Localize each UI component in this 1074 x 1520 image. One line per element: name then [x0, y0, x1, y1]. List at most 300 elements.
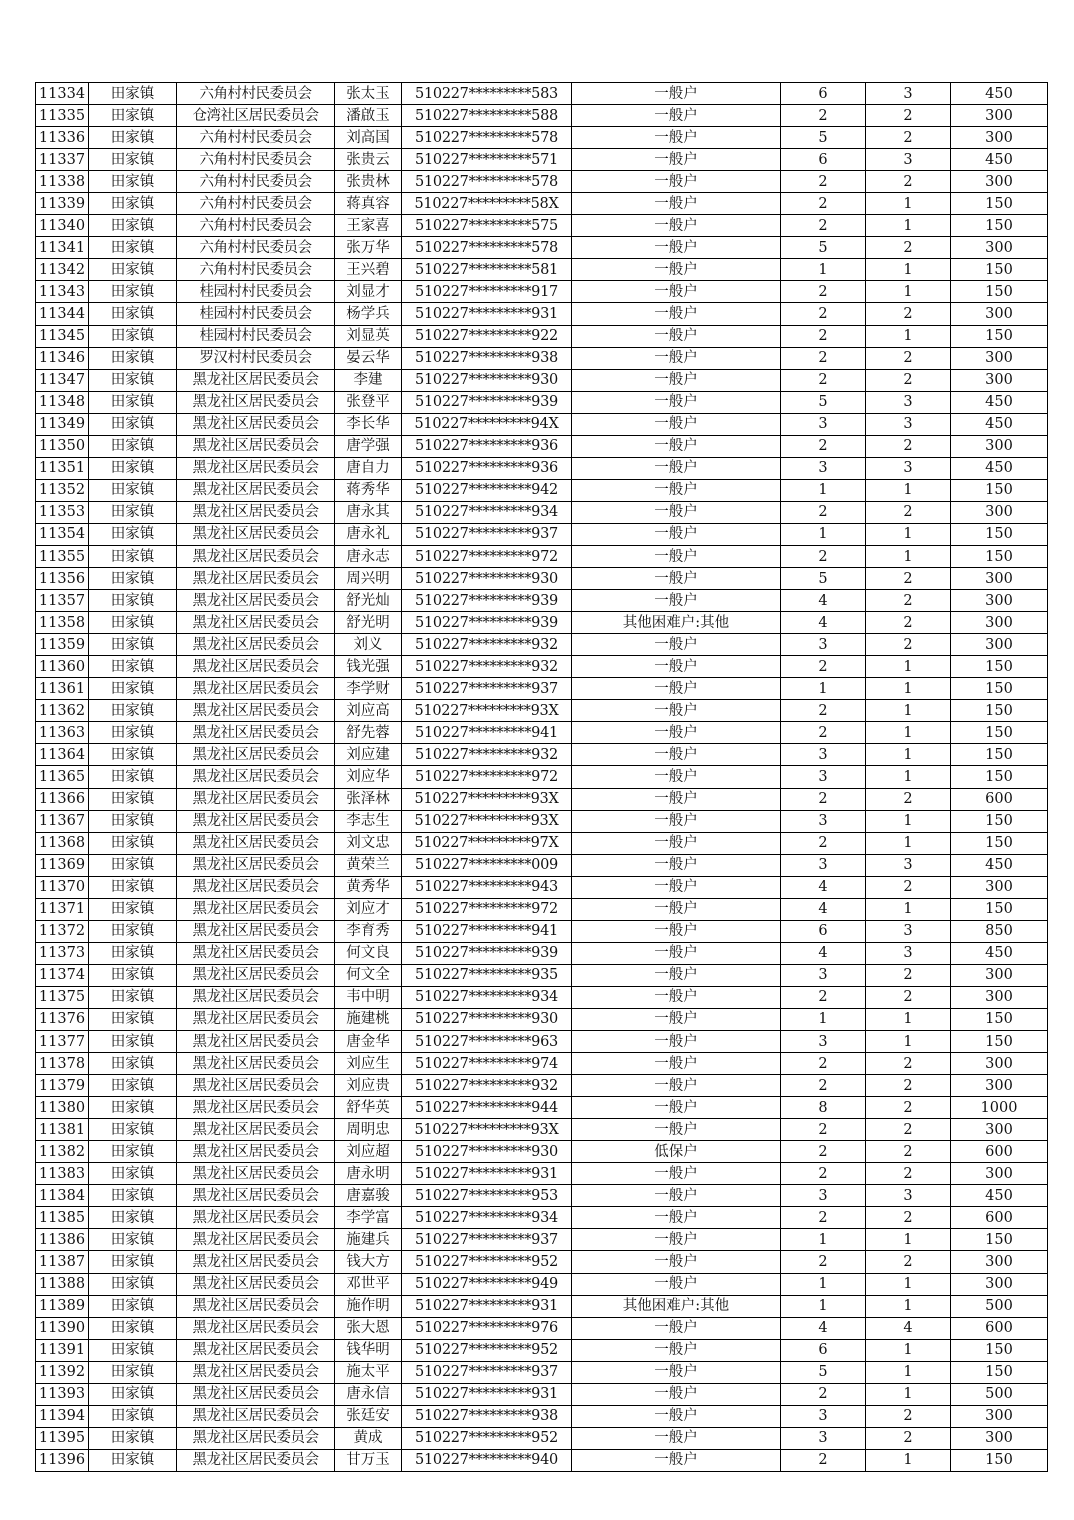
household-type-cell: 一般户: [572, 83, 781, 105]
town-cell: 田家镇: [89, 678, 177, 700]
household-type-cell: 一般户: [572, 1163, 781, 1185]
amount-cell: 500: [951, 1295, 1048, 1317]
family-size-cell: 1: [781, 1295, 866, 1317]
table-row: [36, 435, 1048, 457]
table-row: [36, 347, 1048, 369]
person-count-cell: 1: [866, 722, 951, 744]
household-type-cell: 一般户: [572, 832, 781, 854]
person-count-cell: 1: [866, 1031, 951, 1053]
id-number-cell: 510227*********936: [402, 435, 572, 457]
amount-cell: 150: [951, 281, 1048, 303]
table-row: [36, 1427, 1048, 1449]
amount-cell: 300: [951, 1405, 1048, 1427]
id-number-cell: 510227*********943: [402, 876, 572, 898]
amount-cell: 300: [951, 347, 1048, 369]
amount-cell: 150: [951, 1229, 1048, 1251]
person-count-cell: 1: [866, 1295, 951, 1317]
table-row: [36, 590, 1048, 612]
table-row: [36, 766, 1048, 788]
family-size-cell: 2: [781, 832, 866, 854]
name-cell: 刘应贵: [335, 1075, 402, 1097]
name-cell: 李育秀: [335, 920, 402, 942]
family-size-cell: 2: [781, 1163, 866, 1185]
name-cell: 李志生: [335, 810, 402, 832]
family-size-cell: 6: [781, 83, 866, 105]
committee-cell: 六角村村民委员会: [177, 83, 335, 105]
id-number-cell: 510227*********935: [402, 964, 572, 986]
committee-cell: 黑龙社区居民委员会: [177, 1295, 335, 1317]
row-number-cell: 11364: [36, 744, 89, 766]
row-number-cell: 11389: [36, 1295, 89, 1317]
id-number-cell: 510227*********972: [402, 898, 572, 920]
id-number-cell: 510227*********932: [402, 744, 572, 766]
name-cell: 甘万玉: [335, 1449, 402, 1471]
family-size-cell: 2: [781, 325, 866, 347]
row-number-cell: 11352: [36, 479, 89, 501]
person-count-cell: 1: [866, 479, 951, 501]
person-count-cell: 2: [866, 876, 951, 898]
household-type-cell: 一般户: [572, 391, 781, 413]
id-number-cell: 510227*********930: [402, 568, 572, 590]
table-row: [36, 744, 1048, 766]
table-row: [36, 656, 1048, 678]
person-count-cell: 1: [866, 656, 951, 678]
name-cell: 周兴明: [335, 568, 402, 590]
name-cell: 李建: [335, 369, 402, 391]
amount-cell: 150: [951, 259, 1048, 281]
table-row: [36, 876, 1048, 898]
amount-cell: 150: [951, 215, 1048, 237]
household-type-cell: 一般户: [572, 171, 781, 193]
id-number-cell: 510227*********932: [402, 1075, 572, 1097]
row-number-cell: 11376: [36, 1008, 89, 1030]
family-size-cell: 2: [781, 545, 866, 567]
committee-cell: 黑龙社区居民委员会: [177, 1229, 335, 1251]
id-number-cell: 510227*********583: [402, 83, 572, 105]
household-type-cell: 一般户: [572, 568, 781, 590]
amount-cell: 150: [951, 479, 1048, 501]
committee-cell: 黑龙社区居民委员会: [177, 1053, 335, 1075]
name-cell: 刘应华: [335, 766, 402, 788]
person-count-cell: 3: [866, 413, 951, 435]
person-count-cell: 2: [866, 171, 951, 193]
person-count-cell: 1: [866, 193, 951, 215]
table-row: [36, 237, 1048, 259]
name-cell: 黄荣兰: [335, 854, 402, 876]
table-row: [36, 523, 1048, 545]
table-row: [36, 457, 1048, 479]
family-size-cell: 2: [781, 1075, 866, 1097]
town-cell: 田家镇: [89, 1097, 177, 1119]
town-cell: 田家镇: [89, 1295, 177, 1317]
town-cell: 田家镇: [89, 1008, 177, 1030]
row-number-cell: 11350: [36, 435, 89, 457]
id-number-cell: 510227*********94X: [402, 413, 572, 435]
person-count-cell: 2: [866, 435, 951, 457]
id-number-cell: 510227*********939: [402, 942, 572, 964]
person-count-cell: 4: [866, 1317, 951, 1339]
id-number-cell: 510227*********953: [402, 1185, 572, 1207]
name-cell: 蒋真容: [335, 193, 402, 215]
table-row: [36, 1008, 1048, 1030]
person-count-cell: 1: [866, 832, 951, 854]
table-row: [36, 391, 1048, 413]
person-count-cell: 3: [866, 942, 951, 964]
amount-cell: 300: [951, 964, 1048, 986]
household-type-cell: 一般户: [572, 1405, 781, 1427]
household-type-cell: 一般户: [572, 678, 781, 700]
town-cell: 田家镇: [89, 1075, 177, 1097]
family-size-cell: 2: [781, 788, 866, 810]
name-cell: 晏云华: [335, 347, 402, 369]
committee-cell: 黑龙社区居民委员会: [177, 391, 335, 413]
id-number-cell: 510227*********934: [402, 986, 572, 1008]
id-number-cell: 510227*********940: [402, 1449, 572, 1471]
household-type-cell: 一般户: [572, 1229, 781, 1251]
person-count-cell: 3: [866, 391, 951, 413]
id-number-cell: 510227*********937: [402, 678, 572, 700]
table-row: [36, 832, 1048, 854]
person-count-cell: 1: [866, 259, 951, 281]
family-size-cell: 2: [781, 1141, 866, 1163]
town-cell: 田家镇: [89, 1339, 177, 1361]
amount-cell: 300: [951, 876, 1048, 898]
name-cell: 唐自力: [335, 457, 402, 479]
name-cell: 刘应才: [335, 898, 402, 920]
town-cell: 田家镇: [89, 523, 177, 545]
name-cell: 黄成: [335, 1427, 402, 1449]
person-count-cell: 1: [866, 678, 951, 700]
table-row: [36, 1207, 1048, 1229]
person-count-cell: 2: [866, 1141, 951, 1163]
family-size-cell: 3: [781, 766, 866, 788]
name-cell: 舒光明: [335, 612, 402, 634]
person-count-cell: 3: [866, 920, 951, 942]
family-size-cell: 3: [781, 457, 866, 479]
amount-cell: 450: [951, 149, 1048, 171]
family-size-cell: 3: [781, 1185, 866, 1207]
household-type-cell: 其他困难户:其他: [572, 612, 781, 634]
name-cell: 刘应高: [335, 700, 402, 722]
household-type-cell: 一般户: [572, 303, 781, 325]
committee-cell: 黑龙社区居民委员会: [177, 700, 335, 722]
town-cell: 田家镇: [89, 237, 177, 259]
household-type-cell: 一般户: [572, 942, 781, 964]
table-row: [36, 105, 1048, 127]
row-number-cell: 11385: [36, 1207, 89, 1229]
table-row: [36, 810, 1048, 832]
amount-cell: 450: [951, 413, 1048, 435]
row-number-cell: 11351: [36, 457, 89, 479]
person-count-cell: 1: [866, 1273, 951, 1295]
row-number-cell: 11346: [36, 347, 89, 369]
row-number-cell: 11369: [36, 854, 89, 876]
name-cell: 施建桃: [335, 1008, 402, 1030]
town-cell: 田家镇: [89, 391, 177, 413]
household-type-cell: 一般户: [572, 259, 781, 281]
committee-cell: 六角村村民委员会: [177, 171, 335, 193]
town-cell: 田家镇: [89, 788, 177, 810]
committee-cell: 黑龙社区居民委员会: [177, 1207, 335, 1229]
row-number-cell: 11358: [36, 612, 89, 634]
committee-cell: 仓湾社区居民委员会: [177, 105, 335, 127]
person-count-cell: 2: [866, 127, 951, 149]
town-cell: 田家镇: [89, 1383, 177, 1405]
household-type-cell: 一般户: [572, 898, 781, 920]
committee-cell: 黑龙社区居民委员会: [177, 1141, 335, 1163]
town-cell: 田家镇: [89, 1207, 177, 1229]
person-count-cell: 3: [866, 1185, 951, 1207]
committee-cell: 黑龙社区居民委员会: [177, 1251, 335, 1273]
amount-cell: 300: [951, 1075, 1048, 1097]
household-type-cell: 一般户: [572, 1273, 781, 1295]
row-number-cell: 11373: [36, 942, 89, 964]
town-cell: 田家镇: [89, 1449, 177, 1471]
amount-cell: 300: [951, 435, 1048, 457]
household-type-cell: 一般户: [572, 876, 781, 898]
town-cell: 田家镇: [89, 347, 177, 369]
name-cell: 张大恩: [335, 1317, 402, 1339]
family-size-cell: 5: [781, 237, 866, 259]
family-size-cell: 1: [781, 259, 866, 281]
id-number-cell: 510227*********93X: [402, 788, 572, 810]
person-count-cell: 2: [866, 1251, 951, 1273]
table-body: [36, 83, 1048, 1472]
committee-cell: 黑龙社区居民委员会: [177, 545, 335, 567]
row-number-cell: 11334: [36, 83, 89, 105]
committee-cell: 黑龙社区居民委员会: [177, 832, 335, 854]
amount-cell: 150: [951, 193, 1048, 215]
name-cell: 潘啟玉: [335, 105, 402, 127]
name-cell: 张泽林: [335, 788, 402, 810]
committee-cell: 黑龙社区居民委员会: [177, 1075, 335, 1097]
amount-cell: 150: [951, 678, 1048, 700]
row-number-cell: 11347: [36, 369, 89, 391]
row-number-cell: 11374: [36, 964, 89, 986]
name-cell: 舒华英: [335, 1097, 402, 1119]
person-count-cell: 2: [866, 303, 951, 325]
row-number-cell: 11382: [36, 1141, 89, 1163]
household-type-cell: 低保户: [572, 1141, 781, 1163]
name-cell: 刘义: [335, 634, 402, 656]
name-cell: 李学财: [335, 678, 402, 700]
household-type-cell: 一般户: [572, 788, 781, 810]
town-cell: 田家镇: [89, 854, 177, 876]
id-number-cell: 510227*********931: [402, 1295, 572, 1317]
person-count-cell: 2: [866, 612, 951, 634]
family-size-cell: 3: [781, 1427, 866, 1449]
row-number-cell: 11339: [36, 193, 89, 215]
committee-cell: 黑龙社区居民委员会: [177, 678, 335, 700]
person-count-cell: 2: [866, 1405, 951, 1427]
person-count-cell: 2: [866, 788, 951, 810]
table-row: [36, 612, 1048, 634]
row-number-cell: 11340: [36, 215, 89, 237]
amount-cell: 600: [951, 1141, 1048, 1163]
id-number-cell: 510227*********009: [402, 854, 572, 876]
town-cell: 田家镇: [89, 810, 177, 832]
town-cell: 田家镇: [89, 612, 177, 634]
town-cell: 田家镇: [89, 634, 177, 656]
household-type-cell: 一般户: [572, 810, 781, 832]
amount-cell: 450: [951, 391, 1048, 413]
amount-cell: 150: [951, 1339, 1048, 1361]
id-number-cell: 510227*********931: [402, 303, 572, 325]
town-cell: 田家镇: [89, 722, 177, 744]
name-cell: 周明忠: [335, 1119, 402, 1141]
family-size-cell: 4: [781, 876, 866, 898]
id-number-cell: 510227*********941: [402, 722, 572, 744]
committee-cell: 六角村村民委员会: [177, 215, 335, 237]
town-cell: 田家镇: [89, 127, 177, 149]
family-size-cell: 1: [781, 479, 866, 501]
person-count-cell: 2: [866, 347, 951, 369]
row-number-cell: 11335: [36, 105, 89, 127]
family-size-cell: 3: [781, 854, 866, 876]
row-number-cell: 11377: [36, 1031, 89, 1053]
table-row: [36, 1229, 1048, 1251]
id-number-cell: 510227*********939: [402, 590, 572, 612]
committee-cell: 黑龙社区居民委员会: [177, 590, 335, 612]
row-number-cell: 11357: [36, 590, 89, 612]
row-number-cell: 11342: [36, 259, 89, 281]
table-row: [36, 788, 1048, 810]
town-cell: 田家镇: [89, 1405, 177, 1427]
town-cell: 田家镇: [89, 545, 177, 567]
row-number-cell: 11391: [36, 1339, 89, 1361]
table-row: [36, 568, 1048, 590]
household-type-cell: 一般户: [572, 766, 781, 788]
committee-cell: 黑龙社区居民委员会: [177, 1427, 335, 1449]
committee-cell: 黑龙社区居民委员会: [177, 656, 335, 678]
person-count-cell: 1: [866, 898, 951, 920]
name-cell: 刘显英: [335, 325, 402, 347]
row-number-cell: 11393: [36, 1383, 89, 1405]
person-count-cell: 2: [866, 1097, 951, 1119]
household-type-cell: 一般户: [572, 700, 781, 722]
town-cell: 田家镇: [89, 942, 177, 964]
id-number-cell: 510227*********939: [402, 391, 572, 413]
household-type-cell: 一般户: [572, 523, 781, 545]
name-cell: 李长华: [335, 413, 402, 435]
committee-cell: 黑龙社区居民委员会: [177, 964, 335, 986]
committee-cell: 黑龙社区居民委员会: [177, 435, 335, 457]
id-number-cell: 510227*********952: [402, 1427, 572, 1449]
row-number-cell: 11387: [36, 1251, 89, 1273]
table-row: [36, 1339, 1048, 1361]
table-row: [36, 700, 1048, 722]
committee-cell: 黑龙社区居民委员会: [177, 634, 335, 656]
person-count-cell: 1: [866, 766, 951, 788]
family-size-cell: 1: [781, 678, 866, 700]
family-size-cell: 5: [781, 127, 866, 149]
family-size-cell: 8: [781, 1097, 866, 1119]
row-number-cell: 11384: [36, 1185, 89, 1207]
id-number-cell: 510227*********952: [402, 1339, 572, 1361]
id-number-cell: 510227*********931: [402, 1383, 572, 1405]
table-row: [36, 964, 1048, 986]
family-size-cell: 2: [781, 501, 866, 523]
committee-cell: 黑龙社区居民委员会: [177, 1449, 335, 1471]
row-number-cell: 11360: [36, 656, 89, 678]
row-number-cell: 11395: [36, 1427, 89, 1449]
name-cell: 唐永志: [335, 545, 402, 567]
data-table: [35, 82, 1048, 1472]
name-cell: 蒋秀华: [335, 479, 402, 501]
amount-cell: 150: [951, 832, 1048, 854]
name-cell: 刘应超: [335, 1141, 402, 1163]
committee-cell: 黑龙社区居民委员会: [177, 1163, 335, 1185]
town-cell: 田家镇: [89, 435, 177, 457]
family-size-cell: 2: [781, 986, 866, 1008]
amount-cell: 150: [951, 1008, 1048, 1030]
family-size-cell: 2: [781, 656, 866, 678]
amount-cell: 150: [951, 1031, 1048, 1053]
committee-cell: 黑龙社区居民委员会: [177, 1008, 335, 1030]
family-size-cell: 2: [781, 105, 866, 127]
household-type-cell: 一般户: [572, 435, 781, 457]
name-cell: 刘显才: [335, 281, 402, 303]
person-count-cell: 2: [866, 1207, 951, 1229]
household-type-cell: 一般户: [572, 634, 781, 656]
household-type-cell: 一般户: [572, 964, 781, 986]
amount-cell: 150: [951, 545, 1048, 567]
committee-cell: 黑龙社区居民委员会: [177, 986, 335, 1008]
amount-cell: 300: [951, 501, 1048, 523]
row-number-cell: 11365: [36, 766, 89, 788]
table-row: [36, 479, 1048, 501]
person-count-cell: 1: [866, 1008, 951, 1030]
row-number-cell: 11336: [36, 127, 89, 149]
person-count-cell: 3: [866, 149, 951, 171]
household-type-cell: 一般户: [572, 1119, 781, 1141]
person-count-cell: 1: [866, 1361, 951, 1383]
town-cell: 田家镇: [89, 259, 177, 281]
town-cell: 田家镇: [89, 105, 177, 127]
family-size-cell: 2: [781, 1251, 866, 1273]
id-number-cell: 510227*********934: [402, 501, 572, 523]
table-row: [36, 1405, 1048, 1427]
town-cell: 田家镇: [89, 193, 177, 215]
table-row: [36, 1097, 1048, 1119]
amount-cell: 600: [951, 1207, 1048, 1229]
household-type-cell: 一般户: [572, 149, 781, 171]
amount-cell: 600: [951, 788, 1048, 810]
person-count-cell: 2: [866, 964, 951, 986]
family-size-cell: 1: [781, 523, 866, 545]
person-count-cell: 1: [866, 545, 951, 567]
name-cell: 施太平: [335, 1361, 402, 1383]
household-type-cell: 一般户: [572, 1427, 781, 1449]
family-size-cell: 2: [781, 1207, 866, 1229]
person-count-cell: 2: [866, 1427, 951, 1449]
name-cell: 邓世平: [335, 1273, 402, 1295]
row-number-cell: 11396: [36, 1449, 89, 1471]
amount-cell: 300: [951, 303, 1048, 325]
family-size-cell: 3: [781, 634, 866, 656]
table-row: [36, 149, 1048, 171]
id-number-cell: 510227*********932: [402, 656, 572, 678]
town-cell: 田家镇: [89, 766, 177, 788]
table-row: [36, 1031, 1048, 1053]
row-number-cell: 11353: [36, 501, 89, 523]
family-size-cell: 2: [781, 281, 866, 303]
person-count-cell: 1: [866, 1339, 951, 1361]
committee-cell: 黑龙社区居民委员会: [177, 501, 335, 523]
table-row: [36, 215, 1048, 237]
id-number-cell: 510227*********976: [402, 1317, 572, 1339]
id-number-cell: 510227*********937: [402, 1361, 572, 1383]
